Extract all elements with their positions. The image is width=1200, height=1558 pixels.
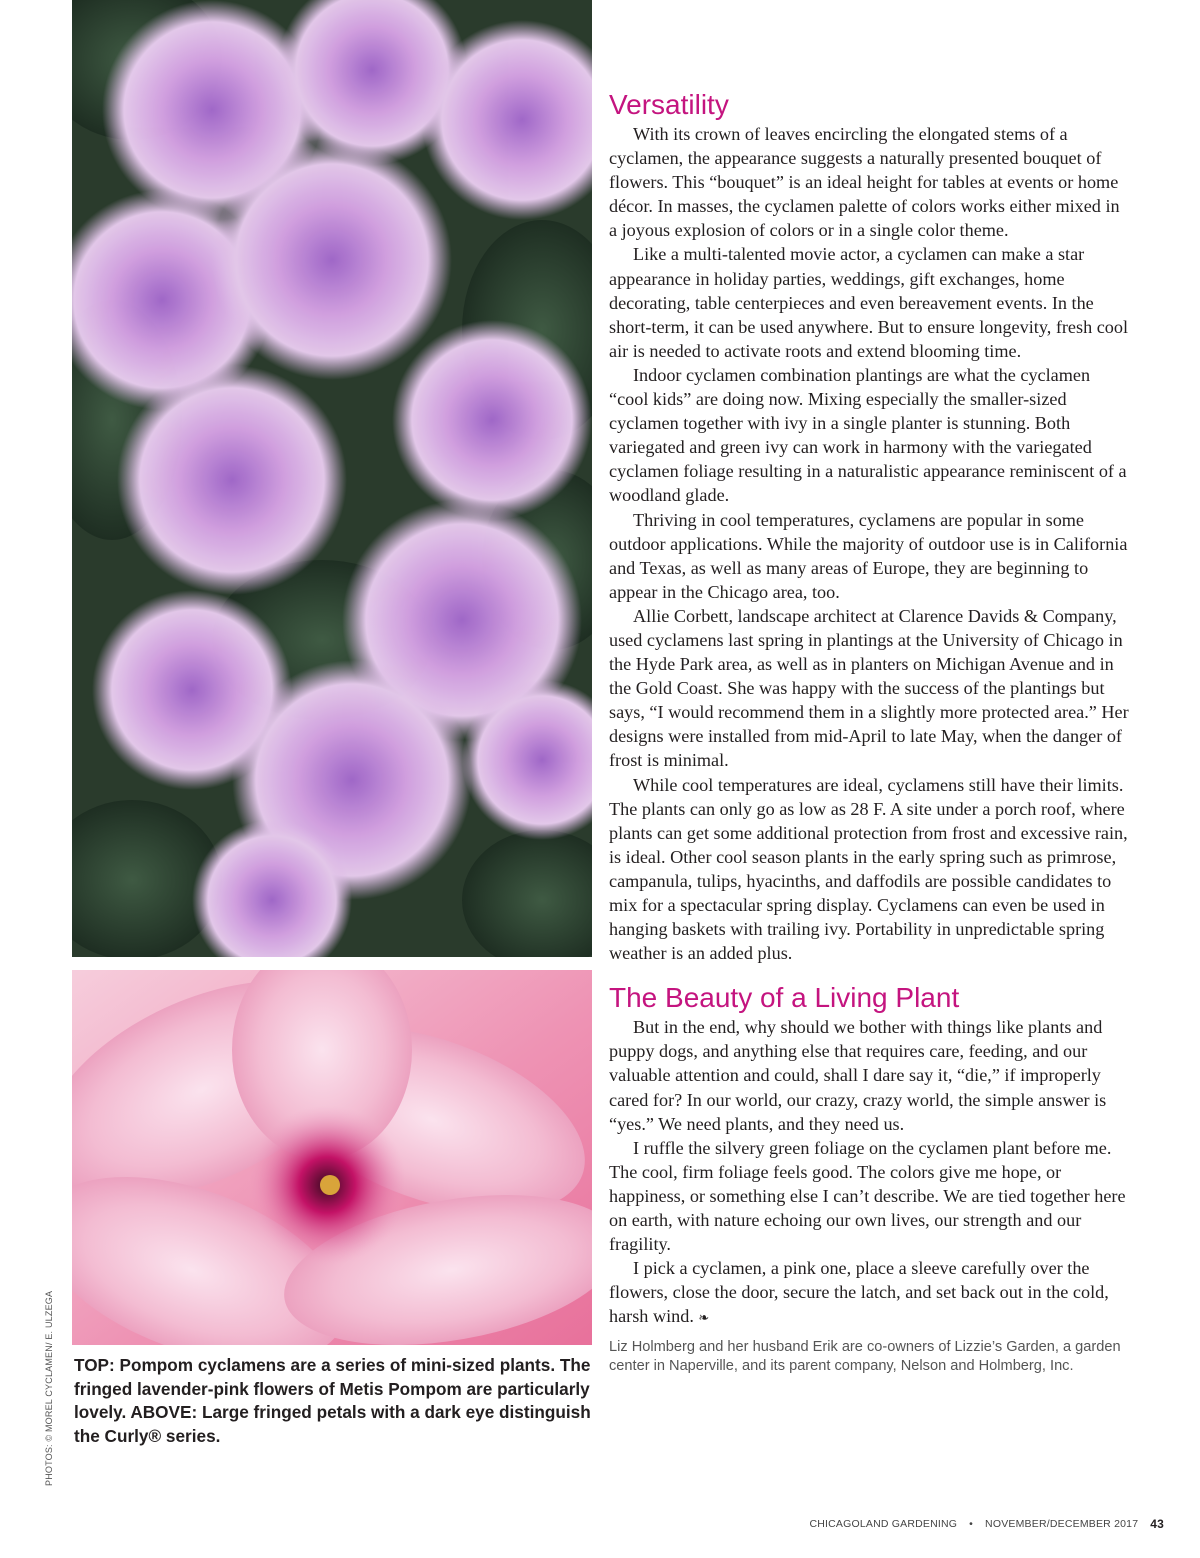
photo-pompom-cyclamens (72, 0, 592, 957)
paragraph: Like a multi-talented movie actor, a cyclamen can make a star appearance in holiday parties, weddings, gift exchanges, home decorating, table centerpieces and even bereavement events. In the short-term, it can be used anywhere. But to ensure longevity, fresh cool air is needed to activate roots and extend blooming time. (609, 244, 1129, 361)
paragraph: Thriving in cool temperatures, cyclamens are popular in some outdoor applications. While the majority of outdoor use is in California and Texas, as well as many areas of Europe, they are beginning to appear in the Chicago area, too. (609, 509, 1128, 602)
magazine-name: CHICAGOLAND GARDENING (809, 1518, 958, 1530)
last-paragraph-text: I pick a cyclamen, a pink one, place a sleeve carefully over the flowers, close the door, secure the latch, and set back out in the cold, harsh wind. (609, 1258, 1109, 1327)
page-number: 43 (1150, 1517, 1164, 1531)
paragraph-last (609, 1256, 1129, 1331)
section-heading-versatility: Versatility (609, 89, 729, 120)
pompom-cyclamen-image (72, 0, 592, 957)
photo-curly-cyclamen (72, 970, 592, 1345)
paragraph: Indoor cyclamen combination plantings are what the cyclamen “cool kids” are doing now. Mixing especially the smaller-sized cyclamen together with ivy in a single planter is stunning. Both variegated and green ivy can work in harmony with the variegated cyclamen foliage resulting in a naturalistic appearance reminiscent of a woodland glade. (609, 364, 1127, 506)
paragraph: I ruffle the silvery green foliage on the cyclamen plant before me. The cool, firm foliage feels good. The colors give me hope, or happiness, or something else I can’t describe. We are tied together here on earth, with nature echoing our own lives, our strength and our fragility. (609, 1137, 1126, 1255)
article-column (609, 88, 1129, 1376)
photo-credit: PHOTOS: © MOREL CYCLAMEN/ E. ULZEGA (44, 1290, 54, 1486)
end-mark-icon: ❧ (698, 1311, 710, 1327)
paragraph: While cool temperatures are ideal, cyclamens still have their limits. The plants can only go as low as 28 F. A site under a porch roof, where plants can get some additional protection from frost and excessive rain, is ideal. Other cool season plants in the early spring such as primrose, campanula, tulips, hyacinths, and daffodils are possible candidates to mix for a spectacular spring display. Cyclamens can even be used in hanging baskets with trailing ivy. Portability in unpredictable spring weather is an added plus. (609, 774, 1128, 964)
footer-separator: • (969, 1518, 974, 1530)
section-heading-beauty-of-a-living-plant: The Beauty of a Living Plant (609, 982, 960, 1014)
page-footer (809, 1517, 1164, 1531)
paragraph: Allie Corbett, landscape architect at Clarence Davids & Company, used cyclamens last spring in plantings at the University of Chicago in the Hyde Park area, as well as in planters on Michigan Avenue and in the Gold Coast. She was happy with the success of the plantings but says, “I would recommend them in a slightly more protected area.” Her designs were installed from mid-April to late May, when the danger of frost is minimal. (609, 605, 1129, 771)
issue-date: NOVEMBER/DECEMBER 2017 (985, 1518, 1139, 1530)
paragraph: But in the end, why should we bother with things like plants and puppy dogs, and anything else that requires care, feeding, and our valuable attention and could, shall I dare say it, “die,” if improperly cared for? In our world, our crazy, crazy world, the simple answer is “yes.” We need plants, and they need us. (609, 1017, 1107, 1134)
photo-caption: TOP: Pompom cyclamens are a series of mini-sized plants. The fringed lavender-pink flowers of Metis Pompom are particularly lovely. ABOVE: Large fringed petals with a dark eye distinguish the Curly® series. (74, 1355, 591, 1446)
author-bio: Liz Holmberg and her husband Erik are co-owners of Lizzie’s Garden, a garden center in Naperville, and its parent company, Nelson and Holmberg, Inc. (609, 1338, 1121, 1374)
curly-cyclamen-image (72, 970, 592, 1345)
paragraph: With its crown of leaves encircling the elongated stems of a cyclamen, the appearance suggests a naturally presented bouquet of flowers. This “bouquet” is an ideal height for tables at events or home décor. In masses, the cyclamen palette of colors works either mixed in a joyous explosion of colors or in a single color theme. (609, 124, 1120, 241)
